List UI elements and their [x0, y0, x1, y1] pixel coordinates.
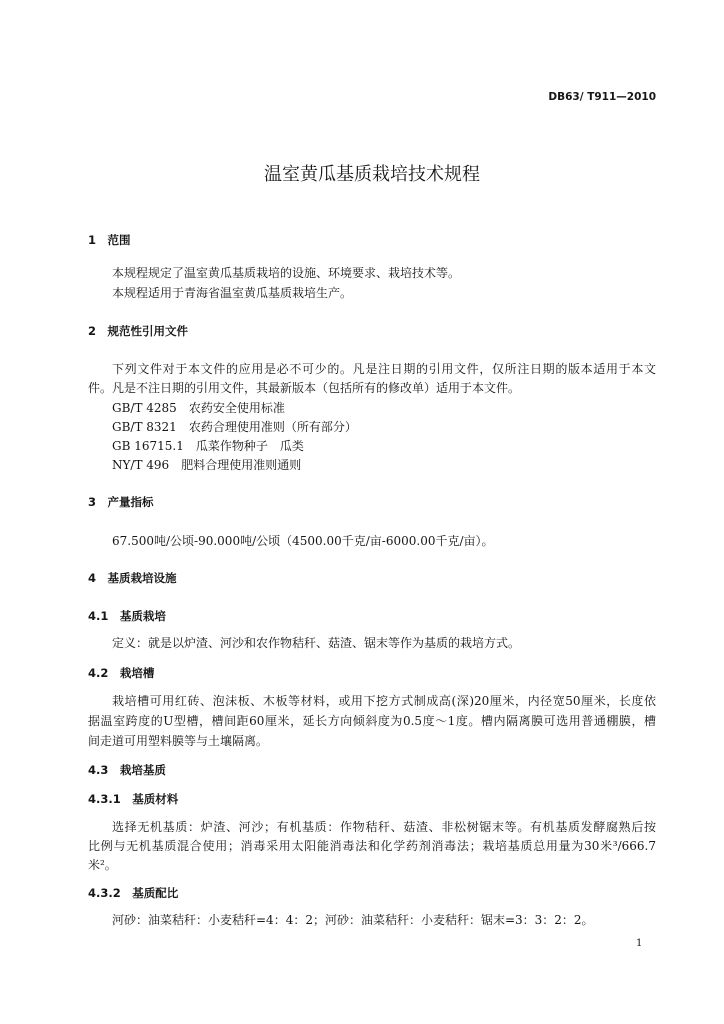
section-number: 4.3.2 — [88, 886, 121, 900]
section-title: 栽培槽 — [119, 666, 155, 680]
section-number: 4.3.1 — [88, 792, 121, 806]
section-heading-4-2 — [88, 665, 154, 681]
reference-title: 农药合理使用准则（所有部分） — [188, 420, 357, 434]
section-title: 产量指标 — [107, 495, 154, 509]
reference-item — [112, 438, 304, 454]
section-heading-4-3-2 — [88, 885, 178, 901]
reference-code: GB/T 8321 — [112, 420, 177, 434]
reference-item — [112, 400, 285, 416]
section-number: 2 — [88, 324, 97, 338]
reference-code: NY/T 496 — [112, 458, 170, 472]
section-title: 范围 — [107, 233, 131, 247]
section-heading-4-3 — [88, 762, 166, 778]
section-number: 1 — [88, 233, 97, 247]
paragraph: 67.500吨/公顷-90.000吨/公顷（4500.00千克/亩-6000.00千克/亩）。 — [112, 534, 494, 548]
section-title: 基质材料 — [132, 792, 179, 806]
paragraph: 定义：就是以炉渣、河沙和农作物秸秆、菇渣、锯末等作为基质的栽培方式。 — [112, 636, 521, 650]
paragraph-line: 栽培槽可用红砖、泡沫板、木板等材料，或用下挖方式制成高(深)20厘米，内径宽50厘米，长度依 — [112, 694, 656, 708]
section-number: 4 — [88, 571, 97, 585]
reference-code: GB 16715.1 — [112, 439, 184, 453]
section-heading-3 — [88, 494, 154, 510]
section-number: 4.3 — [88, 763, 109, 777]
paragraph-line: 比例与无机基质混合使用；消毒采用太阳能消毒法和化学药剂消毒法；栽培基质总用量为30米³/666.7 — [88, 839, 656, 853]
section-title: 栽培基质 — [119, 763, 166, 777]
reference-title: 肥料合理使用准则通则 — [181, 458, 302, 472]
reference-item — [112, 419, 357, 435]
section-heading-4-1 — [88, 608, 166, 624]
section-number: 4.2 — [88, 666, 109, 680]
paragraph-line: 选择无机基质：炉渣、河沙；有机基质：作物秸秆、菇渣、非松树锯末等。有机基质发酵腐熟后按 — [112, 820, 656, 834]
section-title: 基质栽培 — [119, 609, 166, 623]
reference-code: GB/T 4285 — [112, 401, 177, 415]
section-title: 规范性引用文件 — [107, 324, 189, 338]
paragraph: 本规程规定了温室黄瓜基质栽培的设施、环境要求、栽培技术等。 — [112, 266, 461, 280]
reference-item — [112, 457, 301, 473]
document-title: 温室黄瓜基质栽培技术规程 — [264, 164, 480, 185]
section-heading-1 — [88, 232, 131, 248]
paragraph-line: 间走道可用塑料膜等与土壤隔离。 — [88, 734, 269, 748]
section-number: 3 — [88, 495, 97, 509]
section-number: 4.1 — [88, 609, 109, 623]
paragraph-line: 据温室跨度的U型槽，槽间距60厘米，延长方向倾斜度为0.5度～1度。槽内隔离膜可选用普通棚膜，槽 — [88, 714, 656, 728]
section-heading-4 — [88, 570, 177, 586]
section-heading-4-3-1 — [88, 791, 178, 807]
section-heading-2 — [88, 323, 188, 339]
reference-title: 瓜菜作物种子 瓜类 — [195, 439, 304, 453]
document-code: DB63/ T911—2010 — [548, 91, 656, 103]
paragraph-line: 米²。 — [88, 858, 117, 872]
paragraph-line: 下列文件对于本文件的应用是必不可少的。凡是注日期的引用文件，仅所注日期的版本适用于本文 — [112, 362, 656, 376]
paragraph: 本规程适用于青海省温室黄瓜基质栽培生产。 — [112, 286, 353, 300]
section-title: 基质栽培设施 — [107, 571, 177, 585]
section-title: 基质配比 — [132, 886, 179, 900]
paragraph-line: 件。凡是不注日期的引用文件，其最新版本（包括所有的修改单）适用于本文件。 — [88, 381, 521, 395]
paragraph: 河砂：油菜秸秆：小麦秸秆=4：4：2；河砂：油菜秸秆：小麦秸秆：锯末=3：3：2：2。 — [112, 913, 594, 927]
page-number: 1 — [636, 938, 643, 949]
reference-title: 农药安全使用标准 — [188, 401, 285, 415]
